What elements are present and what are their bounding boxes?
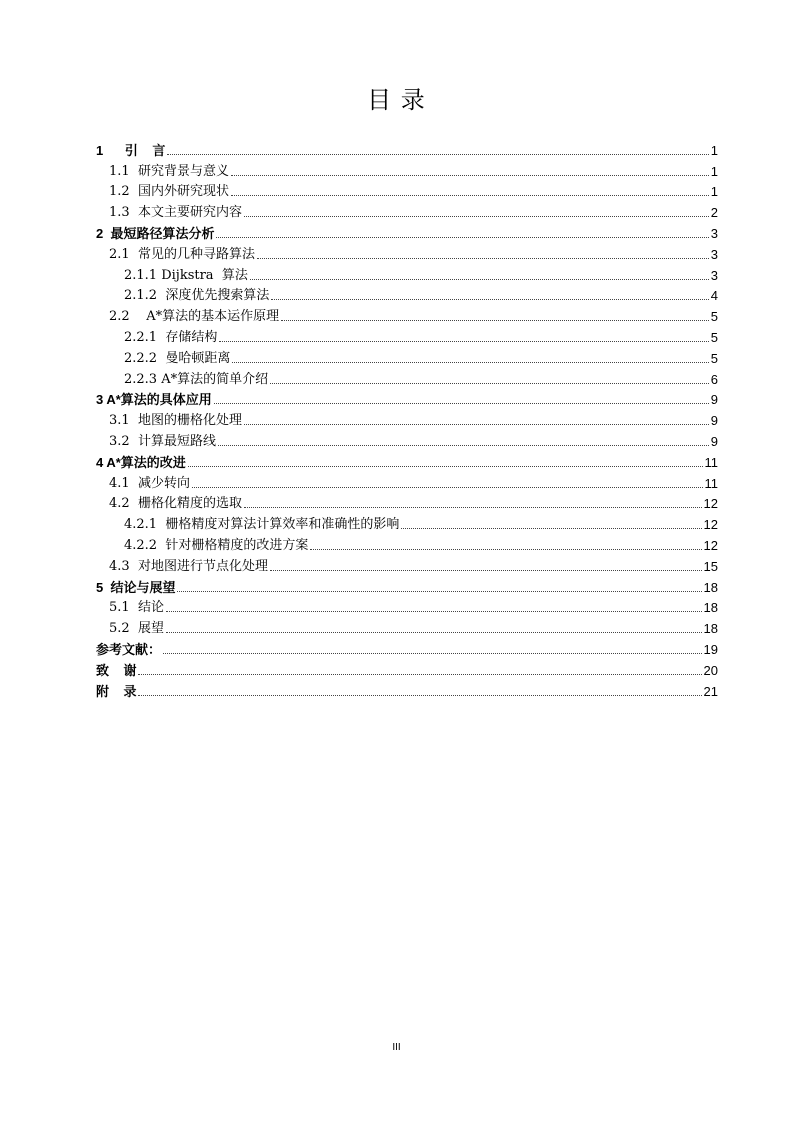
toc-entry-page: 18 [703, 600, 718, 616]
toc-entry-label: 3 A*算法的具体应用 [96, 392, 212, 408]
toc-entry[interactable] [96, 596, 718, 617]
toc-entry-page: 9 [710, 413, 718, 429]
toc-entry-label: 2.2.3 A*算法的简单介绍 [124, 371, 269, 387]
toc-entry[interactable] [96, 367, 718, 388]
toc-entry-page: 3 [710, 246, 718, 262]
toc-entry[interactable] [96, 429, 718, 450]
toc-entry[interactable] [96, 388, 718, 409]
dot-leader [244, 215, 709, 217]
dot-leader [244, 506, 702, 508]
dot-leader [138, 673, 701, 675]
dot-leader [163, 652, 702, 654]
toc-entry[interactable] [96, 242, 718, 263]
toc-entry-page: 4 [710, 288, 718, 304]
toc-entry[interactable] [96, 637, 718, 658]
toc-entry-page: 1 [710, 184, 718, 200]
toc-entry-label: 1.2 国内外研究现状 [109, 184, 229, 200]
toc-entry-label: 1.3 本文主要研究内容 [109, 205, 242, 221]
toc-entry-page: 1 [710, 142, 718, 158]
toc-entry[interactable] [96, 263, 718, 284]
toc-entry[interactable] [96, 346, 718, 367]
toc-entry-page: 1 [710, 163, 718, 179]
toc-entry-page: 5 [710, 350, 718, 366]
dot-leader [188, 465, 703, 467]
toc-entry-label: 1.1 研究背景与意义 [109, 163, 229, 179]
toc-entry-page: 19 [703, 641, 718, 657]
toc-entry[interactable] [96, 325, 718, 346]
toc-entry-label: 4.3 对地图进行节点化处理 [109, 558, 268, 574]
toc-entry-page: 3 [710, 225, 718, 241]
dot-leader [270, 569, 702, 571]
dot-leader [257, 257, 709, 259]
dot-leader [231, 174, 709, 176]
toc-entry-page: 6 [710, 371, 718, 387]
toc-entry-page: 11 [704, 475, 718, 491]
toc-entry-page: 15 [703, 558, 718, 574]
dot-leader [219, 340, 708, 342]
dot-leader [166, 610, 702, 612]
toc-entry[interactable] [96, 200, 718, 221]
dot-leader [192, 486, 703, 488]
dot-leader [231, 194, 709, 196]
toc-entry-page: 20 [703, 662, 718, 678]
toc-entry-label: 3.1 地图的栅格化处理 [109, 413, 242, 429]
toc-entry-label: 3.2 计算最短路线 [109, 433, 216, 449]
dot-leader [216, 236, 708, 238]
toc-entry-label: 5 结论与展望 [96, 579, 176, 595]
dot-leader [271, 298, 708, 300]
toc-entry-page: 5 [710, 309, 718, 325]
toc-entry-label: 4.2 栅格化精度的选取 [109, 496, 242, 512]
toc-entry-page: 12 [703, 537, 718, 553]
toc-entry-label: 4.1 减少转向 [109, 475, 190, 491]
toc-entry-page: 9 [710, 433, 718, 449]
toc-entry-label: 4.2.2 针对栅格精度的改进方案 [124, 537, 309, 553]
page-title: 目 录 [367, 86, 426, 114]
toc-entry[interactable] [96, 616, 718, 637]
toc-entry-page: 5 [710, 329, 718, 345]
toc-entry-page: 3 [710, 267, 718, 283]
dot-leader [218, 444, 709, 446]
toc-entry-label: 5.1 结论 [109, 600, 164, 616]
dot-leader [166, 631, 702, 633]
toc-entry-page: 18 [703, 621, 718, 637]
dot-leader [270, 382, 709, 384]
dot-leader [214, 402, 709, 404]
dot-leader [250, 278, 709, 280]
toc-entry-label: 2.2.1 存储结构 [124, 329, 218, 345]
toc-entry-label: 1 引 言 [96, 142, 166, 158]
toc-entry[interactable] [96, 533, 718, 554]
toc-entry[interactable] [96, 304, 718, 325]
toc-entry-page: 2 [710, 205, 718, 221]
toc-entry[interactable] [96, 138, 718, 159]
toc-entry[interactable] [96, 575, 718, 596]
toc-entry-label: 5.2 展望 [109, 621, 164, 637]
toc-entry-label: 2.2.2 曼哈顿距离 [124, 350, 231, 366]
toc-entry-label: 2.1.1 Dijkstra 算法 [124, 267, 248, 283]
toc-entry-label: 参考文献： [96, 641, 162, 657]
toc-entry-page: 9 [710, 392, 718, 408]
toc-entry-page: 11 [704, 454, 718, 470]
toc-entry[interactable] [96, 408, 718, 429]
dot-leader [167, 153, 708, 155]
dot-leader [310, 548, 701, 550]
toc-entry-label: 附 录 [96, 683, 137, 699]
toc-entry[interactable] [96, 180, 718, 201]
toc-entry-page: 21 [703, 683, 718, 699]
toc-entry[interactable] [96, 284, 718, 305]
table-of-contents [96, 138, 718, 700]
toc-entry-label: 2 最短路径算法分析 [96, 225, 215, 241]
dot-leader [138, 694, 701, 696]
dot-leader [232, 361, 708, 363]
toc-entry-label: 2.2 A*算法的基本运作原理 [109, 309, 280, 325]
toc-entry[interactable] [96, 221, 718, 242]
toc-entry[interactable] [96, 554, 718, 575]
toc-entry[interactable] [96, 512, 718, 533]
toc-entry-label: 2.1.2 深度优先搜索算法 [124, 288, 270, 304]
page-number: III [392, 1042, 401, 1053]
toc-entry[interactable] [96, 492, 718, 513]
toc-entry[interactable] [96, 679, 718, 700]
dot-leader [244, 423, 709, 425]
toc-entry[interactable] [96, 658, 718, 679]
toc-entry-label: 4 A*算法的改进 [96, 454, 186, 470]
toc-entry-page: 18 [703, 579, 718, 595]
dot-leader [177, 590, 701, 592]
toc-entry-label: 2.1 常见的几种寻路算法 [109, 246, 255, 262]
toc-entry-page: 12 [703, 496, 718, 512]
toc-entry-page: 12 [703, 517, 718, 533]
toc-entry-label: 4.2.1 栅格精度对算法计算效率和准确性的影响 [124, 517, 400, 533]
dot-leader [401, 527, 701, 529]
toc-entry[interactable] [96, 159, 718, 180]
toc-entry[interactable] [96, 450, 718, 471]
toc-entry-label: 致 谢 [96, 662, 137, 678]
toc-entry[interactable] [96, 471, 718, 492]
dot-leader [281, 319, 709, 321]
